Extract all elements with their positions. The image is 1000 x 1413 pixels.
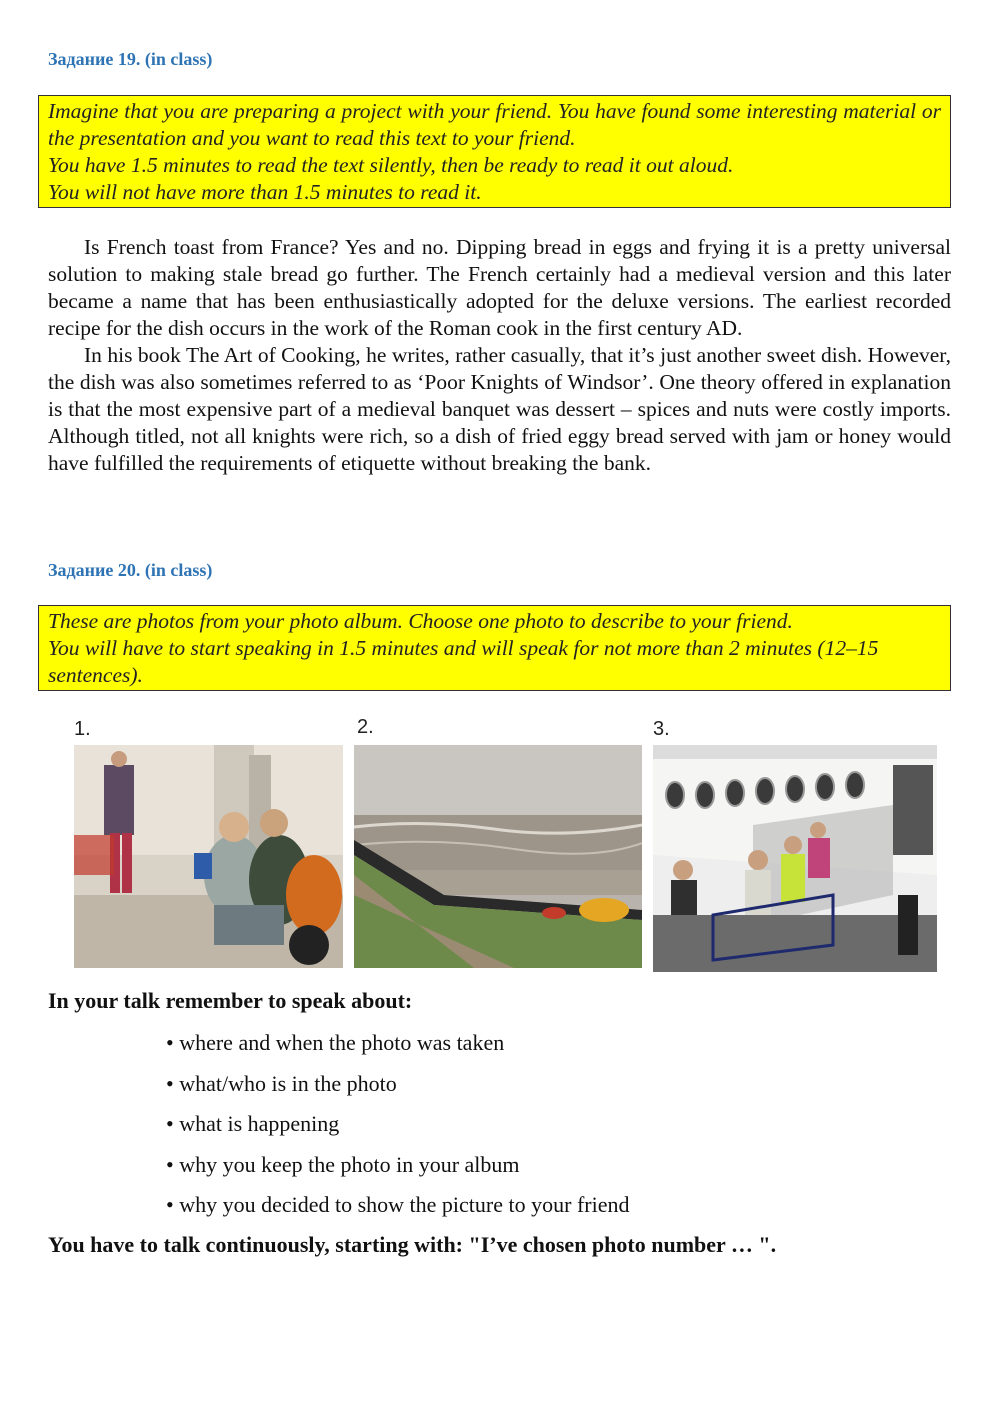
photo-2-number: 2. [357, 716, 374, 738]
reading-paragraph-1: Is French toast from France? Yes and no. Dipping bread in eggs and frying it is a pretty universal solution to making stale bread go further. The French certainly had a medieval version and this later became a name that has been enthusiastically adopted for the deluxe versions. The earliest recorded recipe for the dish occurs in the work of the Roman cook in the first century AD. [48, 235, 951, 340]
task-20-heading: Задание 20. (in class) [48, 560, 213, 580]
reading-paragraph-2: In his book The Art of Cooking, he writes, rather casually, that it’s just another sweet dish. However, the dish was also sometimes referred to as ‘Poor Knights of Windsor’. One theory offered in explanation is that the most expensive part of a medieval banquet was dessert – spices and nuts were costly imports. Although titled, not all knights were rich, so a dish of fried eggy bread served with jam or honey would have fulfilled the requirements of etiquette without breaking the bank. [48, 343, 951, 475]
final-instruction: You have to talk continuously, starting with: "I’ve chosen photo number … ". [48, 1232, 777, 1257]
task-20-instructions [38, 605, 951, 691]
photo-1-number: 1. [74, 718, 91, 740]
task-19-instructions [38, 95, 951, 208]
talk-point-2: • what/who is in the photo [166, 1070, 397, 1096]
task-20-instruction-1: These are photos from your photo album. Choose one photo to describe to your friend. [48, 609, 793, 633]
talk-points-list [166, 1027, 629, 1230]
task-19-heading: Задание 19. (in class) [48, 49, 213, 69]
talk-point-4: • why you keep the photo in your album [166, 1151, 520, 1177]
talk-point-1: • where and when the photo was taken [166, 1030, 505, 1055]
speak-title: In your talk remember to speak about: [48, 988, 413, 1013]
photo-3 [653, 745, 937, 972]
reading-text [48, 234, 951, 477]
task-20-instruction-2: You will have to start speaking in 1.5 minutes and will speak for not more than 2 minutes (12–15 sentences). [48, 636, 879, 687]
photo-2 [354, 745, 642, 968]
talk-point-5: • why you decided to show the picture to your friend [166, 1192, 630, 1217]
talk-point-3: • what is happening [166, 1111, 340, 1136]
photo-3-number: 3. [653, 718, 670, 740]
task-19-instruction-3: You will not have more than 1.5 minutes to read it. [48, 180, 482, 204]
task-19-instruction-1: Imagine that you are preparing a project with your friend. You have found some interesting material or the presentation and you want to read this text to your friend. [48, 99, 941, 150]
photo-1 [74, 745, 343, 968]
task-19-instruction-2: You have 1.5 minutes to read the text silently, then be ready to read it out aloud. [48, 153, 734, 177]
